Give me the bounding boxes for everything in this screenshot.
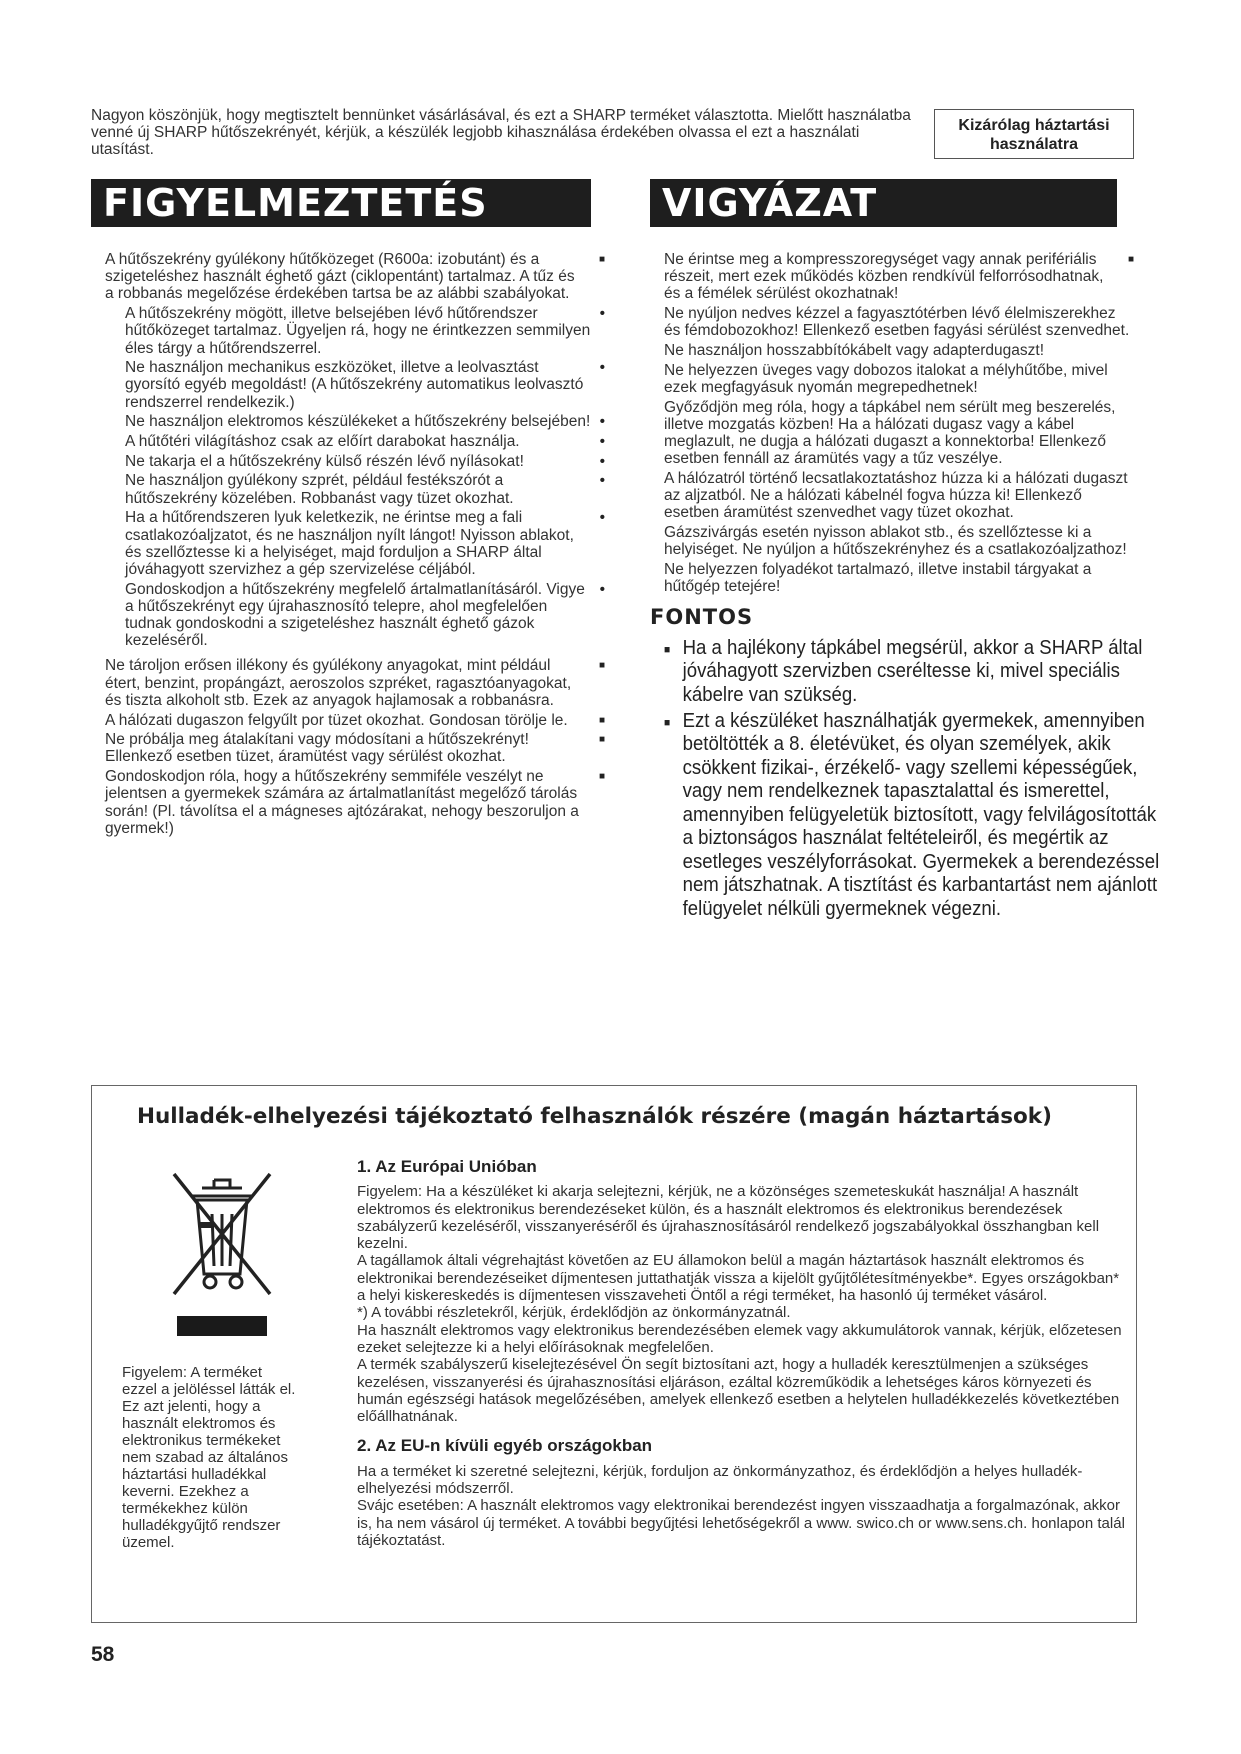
caution-item: Gázszivárgás esetén nyisson ablakot stb., és szellőztesse ki a helyiséget. Ne nyúljon a hűtőszekrényhez és a csatlakozóaljzathoz! <box>664 524 1127 559</box>
section-eu-paragraph: A tagállamok általi végrehajtást követően az EU államokon belül a magán háztartások használt elektromos és elektronikai berendezéseiket díjmentesen juttathatják vissza a kijelölt gyűjtőlétesítményekbe*. Egyes országokban* a helyi kiskereskedés is díjmentesen visszaveheti Öntől a régi terméket, ha hasonló új terméket vásárol. <box>357 1252 1120 1305</box>
badge-line-2: használatra <box>989 136 1079 153</box>
section-eu-paragraph: *) A további részletekről, kérjük, érdeklődjön az önkormányzatnál. <box>357 1304 791 1322</box>
warning-item: Ne tároljon erősen illékony és gyúlékony anyagokat, mint például étert, benzint, propángázt, aeroszolos szpréket, ragasztóanyagokat, és tiszta alkoholt stb. Ezek az anyagok hajlamosak a robbanásra. ■ <box>105 657 605 709</box>
important-item: ■ Ha a hajlékony tápkábel megsérül, akkor a SHARP által jóváhagyott szervizben cseréltesse ki, mivel speciális kábelre van szükség. <box>664 637 1166 708</box>
page-number: 58 <box>91 1643 115 1666</box>
warning-item: Ne használjon mechanikus eszközöket, illetve a leolvasztást gyorsító egyéb megoldást! (A hűtőszekrény automatikus leolvasztó rendszerrel rendelkezik.) • <box>125 359 605 411</box>
warning-item: Ne takarja el a hűtőszekrény külső részén lévő nyílásokat! • <box>125 453 605 470</box>
waste-sections <box>357 1158 1127 1549</box>
warning-item: Ne használjon elektromos készülékeket a hűtőszekrény belsejében! • <box>125 413 605 430</box>
caution-item: Ne nyúljon nedves kézzel a fagyasztótérben lévő élelmiszerekhez és fémdobozokhoz! Ellenkező esetben fagyási sérülést szenvedhet. <box>664 305 1130 340</box>
badge-line-1: Kizárólag háztartási <box>958 117 1110 134</box>
section-eu-title: 1. Az Európai Unióban <box>357 1157 537 1176</box>
caution-item: Ne érintse meg a kompresszoregységet vagy annak perifériális részeit, mert ezek működés közben rendkívül felforrósodhatnak, és a fémélek sérülést okozhatnak! ■ <box>664 251 1134 303</box>
warning-item: Ha a hűtőrendszeren lyuk keletkezik, ne érintse meg a fali csatlakozóaljzatot, és ne használjon nyílt lángot! Nyisson ablakot, és szellőztesse ki a helyiséget, majd forduljon a SHARP által jóváhagyott szervizhez a gép szervizelése céljából. • <box>125 509 605 578</box>
warning-item: A hűtőszekrény gyúlékony hűtőközeget (R600a: izobutánt) és a szigeteléshez használt éghető gázt (ciklopentánt) tartalmaz. A tűz és a robbanás megelőzése érdekében tartsa be az alábbi szabályokat. ■ <box>105 251 605 303</box>
intro-text: Nagyon köszönjük, hogy megtisztelt bennünket vásárlásával, és ezt a SHARP terméket választotta. Mielőtt használatba venné új SHARP hűtőszekrényét, kérjük, a készülék legjobb kihasználása érdekében olvassa el ezt a használati utasítást. <box>91 107 911 158</box>
caution-item: A hálózatról történő lecsatlakoztatáshoz húzza ki a hálózati dugaszt az aljzatból. Ne a hálózati kábelnél fogva húzza ki! Ellenkező esetben áramütést szenvedhet vagy tüzet okozhat. <box>664 469 1128 522</box>
household-use-badge <box>934 109 1134 159</box>
warning-item: A hűtőtéri világításhoz csak az előírt darabokat használja. • <box>125 433 605 450</box>
warning-item: Gondoskodjon a hűtőszekrény megfelelő ártalmatlanításáról. Vigye a hűtőszekrényt egy újrahasznosító telepre, ahol megfelelően tudnak gondoskodni a szigeteléshez használt éghető gázok kezeléséről. • <box>125 581 605 650</box>
caution-banner: VIGYÁZAT <box>650 179 1117 227</box>
section-eu-paragraph: Ha használt elektromos vagy elektronikus berendezésében elemek vagy akkumulátorok vannak, kérjük, előzetesen ezeket selejtezze ki a helyi előírásoknak megfelelően. <box>357 1321 1122 1356</box>
section-eu-paragraph: Figyelem: Ha a készüléket ki akarja selejtezni, kérjük, ne a közönséges szemeteskukát használja! A használt elektromos és elektronikus berendezéseket külön, és a használt elektromos és elektronikus berendezések szabályzerű kezeléséről, visszanyeréséről és újrahasznosításáról rendelkező jogszabályokkal összhangban kell kezelni. <box>357 1183 1100 1253</box>
waste-note: Figyelem: A terméket ezzel a jelöléssel látták el. Ez azt jelenti, hogy a használt elektromos és elektronikus termékeket nem szabad az általános háztartási hulladékkal keverni. Ezekhez a termékekhez külön hulladékgyűjtő rendszer üzemel. <box>122 1364 296 1551</box>
section-non-eu-paragraph: Ha a terméket ki szeretné selejtezni, kérjük, forduljon az önkormányzathoz, és érdeklődjön a helyes hulladék-elhelyezési módszerről. <box>357 1462 1083 1498</box>
caution-item: Győződjön meg róla, hogy a tápkábel nem sérült meg beszerelés, illetve mozgatás közben! Ha a hálózati dugasz vagy a kábel meglazult, ne dugja a hálózati dugaszt a konnektorba! Ellenkező esetben fennáll az áramütés vagy a tűz veszélye. <box>664 398 1116 468</box>
warning-column <box>105 251 605 840</box>
caution-column <box>650 251 1160 924</box>
important-item: ■ Ezt a készüléket használhatják gyermekek, amennyiben betöltötték a 8. életévüket, és olyan személyek, akik csökkent fizikai-, érzékelő- vagy szellemi képességűek, vagy nem rendelkeznek tapasztalattal és ismerettel, amennyiben felügyeletük biztosított, vagy felvilágosították a biztonságos használat feltételeiről, és megértik az esetleges veszélyforrásokat. Gyermekek a berendezéssel nem játszhatnak. A tisztítást és karbantartást nem ajánlott felügyelet nélküli gyermeknek végezni. <box>664 710 1166 922</box>
section-non-eu-title: 2. Az EU-n kívüli egyéb országokban <box>357 1436 653 1456</box>
caution-item: Ne helyezzen üveges vagy dobozos italokat a mélyhűtőbe, mivel ezek megfagyásuk nyomán megrepedhetnek! <box>664 361 1108 396</box>
warning-item: A hűtőszekrény mögött, illetve belsejében lévő hűtőrendszer hűtőközeget tartalmaz. Ügyeljen rá, hogy ne érintkezzen semmilyen éles tárgy a hűtőrendszerrel. • <box>125 305 605 357</box>
section-eu-paragraph: A termék szabályszerű kiselejtezésével Ön segít biztosítani azt, hogy a hulladék keresztülmenjen a szükséges kezelésen, visszanyerési és újrahasznosítási eljáráson, ezáltal közreműködik a lehetséges káros környezeti és humán egészségi hatások megelőzésében, amelyek ellenkező esetben a helytelen hulladékkezelés következtében előállhatnának. <box>357 1356 1120 1426</box>
warning-item: A hálózati dugaszon felgyűlt por tüzet okozhat. Gondosan törölje le. ■ <box>105 712 605 729</box>
warning-item: Ne próbálja meg átalakítani vagy módosítani a hűtőszekrényt! Ellenkező esetben tüzet, áramütést vagy sérülést okozhat. ■ <box>105 731 605 765</box>
important-heading: FONTOS <box>650 605 754 630</box>
caution-item: Ne helyezzen folyadékot tartalmazó, illetve instabil tárgyakat a hűtőgép tetejére! <box>664 560 1092 596</box>
warning-item: Gondoskodjon róla, hogy a hűtőszekrény semmiféle veszélyt ne jelentsen a gyermekek számára az ártalmatlanítást megelőző tárolás során! (Pl. távolítsa el a mágneses ajtózárakat, nehogy beszoruljon a gyermek!) ■ <box>105 768 605 837</box>
waste-disposal-box <box>91 1085 1137 1623</box>
crossed-out-bin-icon <box>162 1166 282 1336</box>
warning-banner: FIGYELMEZTETÉS <box>91 179 591 227</box>
section-non-eu-paragraph: Svájc esetében: A használt elektromos vagy elektronikai berendezést ingyen visszaadhatja a forgalmazónak, akkor is, ha nem vásárol új terméket. A további begyűjtési lehetőségekről a www. swico.ch or www.sens.ch. honlapon talál tájékoztatást. <box>357 1497 1125 1549</box>
waste-disposal-title: Hulladék-elhelyezési tájékoztató felhasználók részére (magán háztartások) <box>137 1104 1052 1129</box>
caution-item: Ne használjon hosszabbítókábelt vagy adapterdugaszt! <box>664 342 1044 360</box>
warning-item: Ne használjon gyúlékony szprét, például festékszórót a hűtőszekrény közelében. Robbanást vagy tüzet okozhat. • <box>125 472 605 506</box>
